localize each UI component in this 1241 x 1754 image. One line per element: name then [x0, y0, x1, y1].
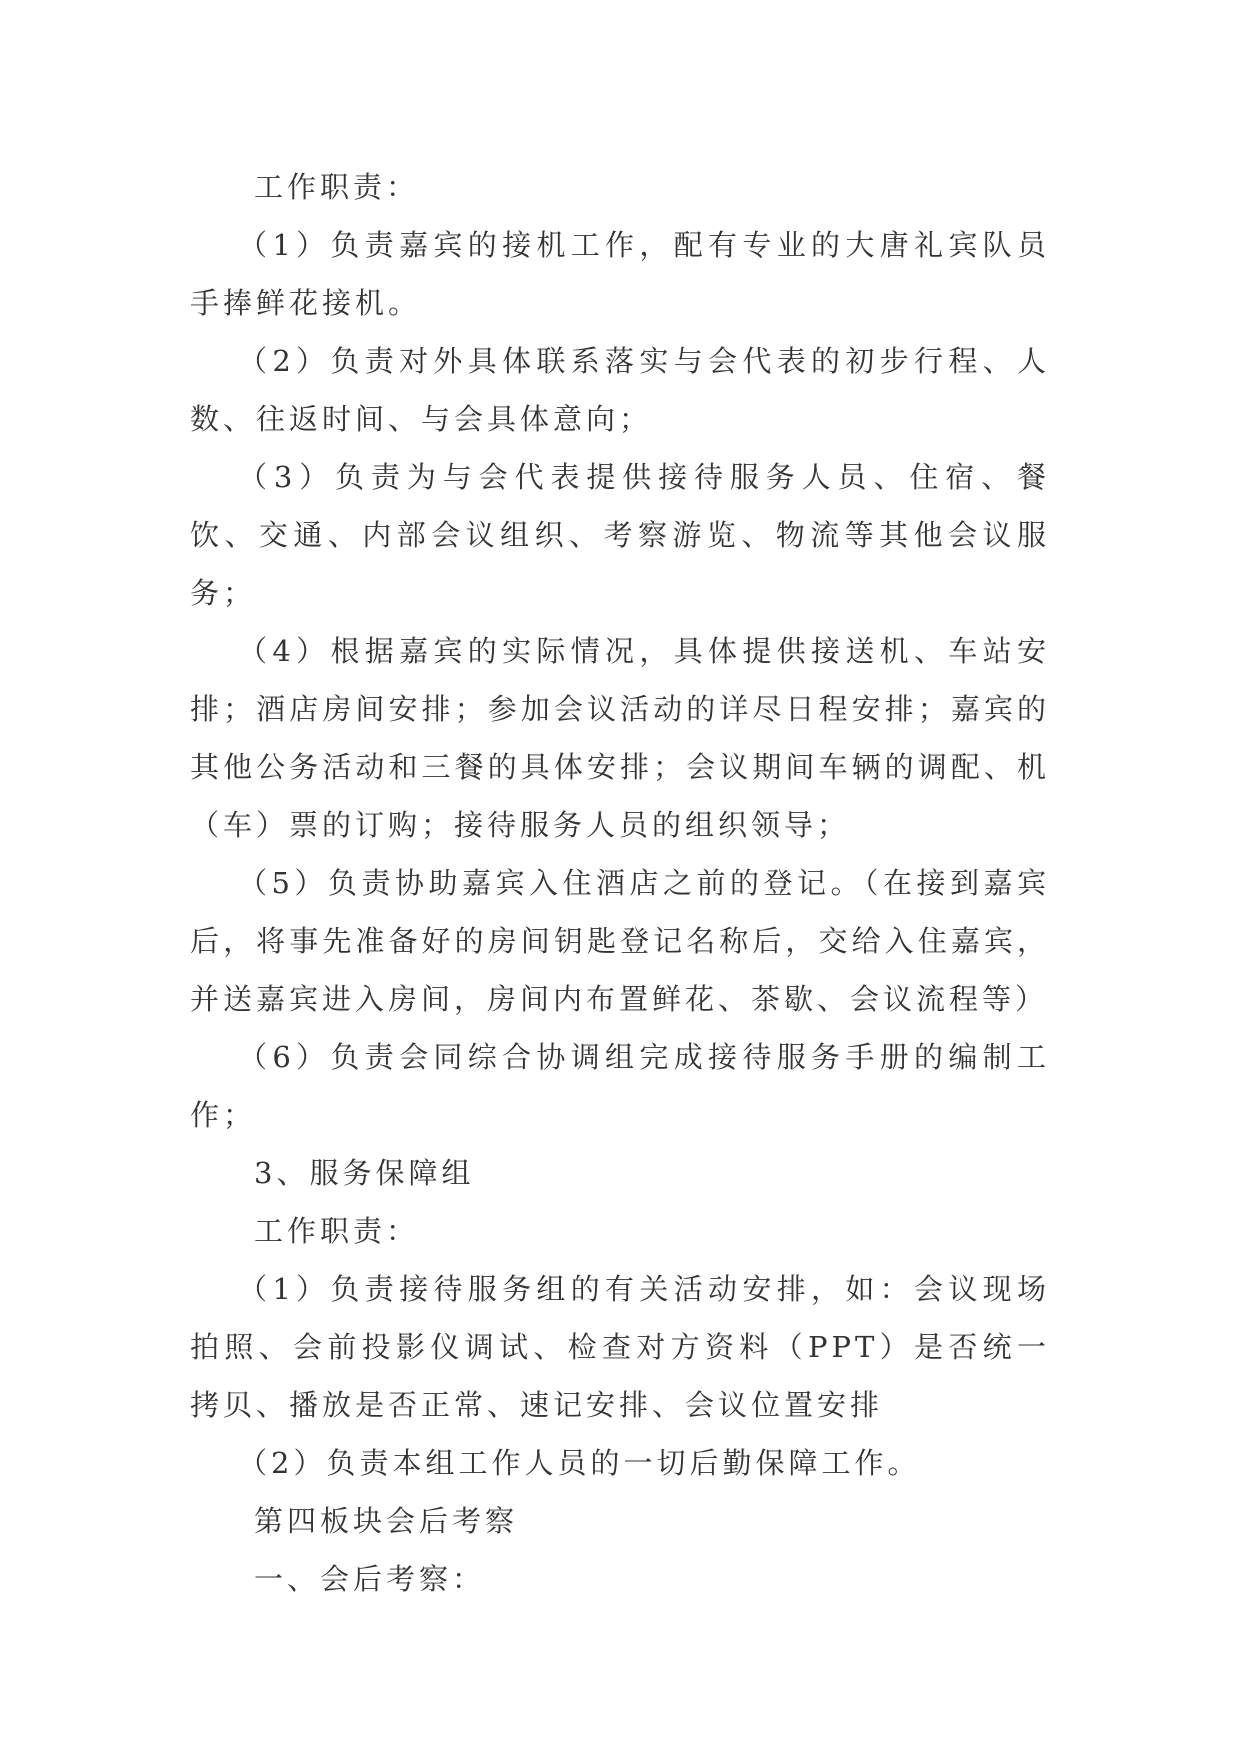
section-heading: 第四板块会后考察: [254, 1504, 519, 1538]
list-item: （4）根据嘉宾的实际情况，具体提供接送机、车站安排；酒店房间安排；参加会议活动的详尽日程安排；嘉宾的其他公务活动和三餐的具体安排；会议期间车辆的调配、机（车）票的订购；接待服务人员的组织领导；: [190, 634, 1050, 842]
section-heading: 工作职责：: [254, 170, 420, 204]
list-item: （1）负责接待服务组的有关活动安排，如：会议现场拍照、会前投影仪调试、检查对方资料（PPT）是否统一拷贝、播放是否正常、速记安排、会议位置安排: [190, 1272, 1050, 1422]
section-heading: 工作职责：: [254, 1214, 420, 1248]
list-item: （2）负责对外具体联系落实与会代表的初步行程、人数、往返时间、与会具体意向；: [190, 344, 1050, 436]
list-item: （2）负责本组工作人员的一切后勤保障工作。: [238, 1446, 921, 1480]
list-item: （1）负责嘉宾的接机工作，配有专业的大唐礼宾队员手捧鲜花接机。: [190, 228, 1050, 320]
list-item: （3）负责为与会代表提供接待服务人员、住宿、餐饮、交通、内部会议组织、考察游览、物流等其他会议服务；: [190, 460, 1050, 610]
list-item: （5）负责协助嘉宾入住酒店之前的登记。（在接到嘉宾后，将事先准备好的房间钥匙登记名称后，交给入住嘉宾，并送嘉宾进入房间，房间内布置鲜花、茶歇、会议流程等）: [190, 866, 1050, 1016]
section-heading: 一、会后考察：: [254, 1562, 486, 1596]
document-body: [190, 158, 1050, 1608]
section-heading: 3、服务保障组: [254, 1156, 475, 1190]
list-item: （6）负责会同综合协调组完成接待服务手册的编制工作；: [190, 1040, 1050, 1132]
